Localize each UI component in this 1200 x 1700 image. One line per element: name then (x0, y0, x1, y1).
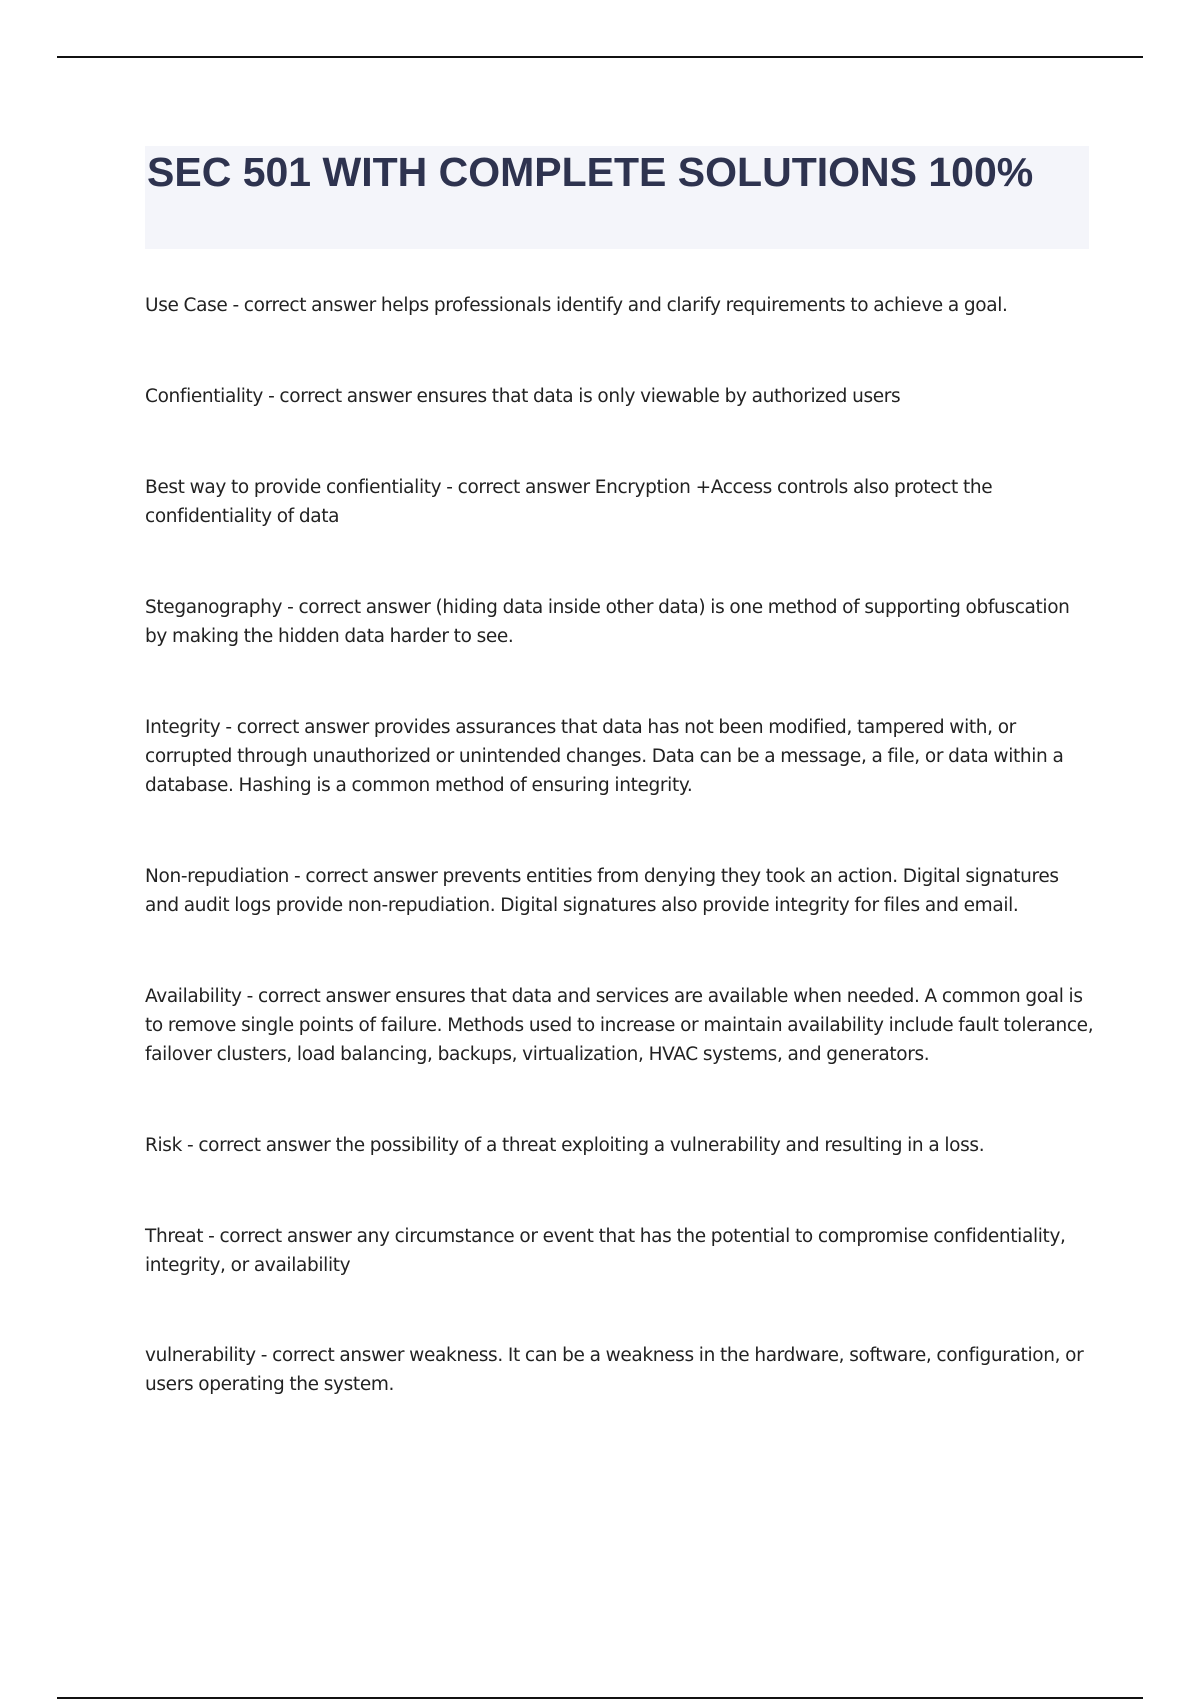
entry-steganography: Steganography - correct answer (hiding data inside other data) is one method of supporting obfuscation by making the hidden data harder to see. (145, 597, 1070, 647)
bottom-rule (57, 1697, 1143, 1699)
entry-non-repudiation: Non-repudiation - correct answer prevents entities from denying they took an action. Digital signatures and audit logs provide non-repudiation. Digital signatures also provide integrity for files and email. (145, 866, 1059, 916)
entry-availability: Availability - correct answer ensures that data and services are available when needed. A common goal is to remove single points of failure. Methods used to increase or maintain availability include fault tolerance, failover clusters, load balancing, backups, virtualization, HVAC systems, and generators. (145, 986, 1094, 1065)
entry-integrity: Integrity - correct answer provides assurances that data has not been modified, tampered with, or corrupted through unauthorized or unintended changes. Data can be a message, a file, or data within a database. Hashing is a common method of ensuring integrity. (145, 717, 1064, 796)
entry-use-case: Use Case - correct answer helps professionals identify and clarify requirements to achieve a goal. (145, 295, 1008, 316)
entry-risk: Risk - correct answer the possibility of a threat exploiting a vulnerability and resulting in a loss. (145, 1135, 985, 1156)
entry-vulnerability: vulnerability - correct answer weakness. It can be a weakness in the hardware, software, configuration, or users operating the system. (145, 1345, 1084, 1395)
title-banner (145, 146, 1089, 249)
entry-best-way-confidentiality: Best way to provide confientiality - correct answer Encryption +Access controls also protect the confidentiality of data (145, 477, 993, 527)
document-title: SEC 501 WITH COMPLETE SOLUTIONS 100% (147, 149, 1034, 195)
top-rule (57, 56, 1143, 58)
entry-confidentiality: Confientiality - correct answer ensures that data is only viewable by authorized users (145, 386, 901, 407)
entry-threat: Threat - correct answer any circumstance or event that has the potential to compromise confidentiality, integrity, or availability (145, 1226, 1066, 1276)
